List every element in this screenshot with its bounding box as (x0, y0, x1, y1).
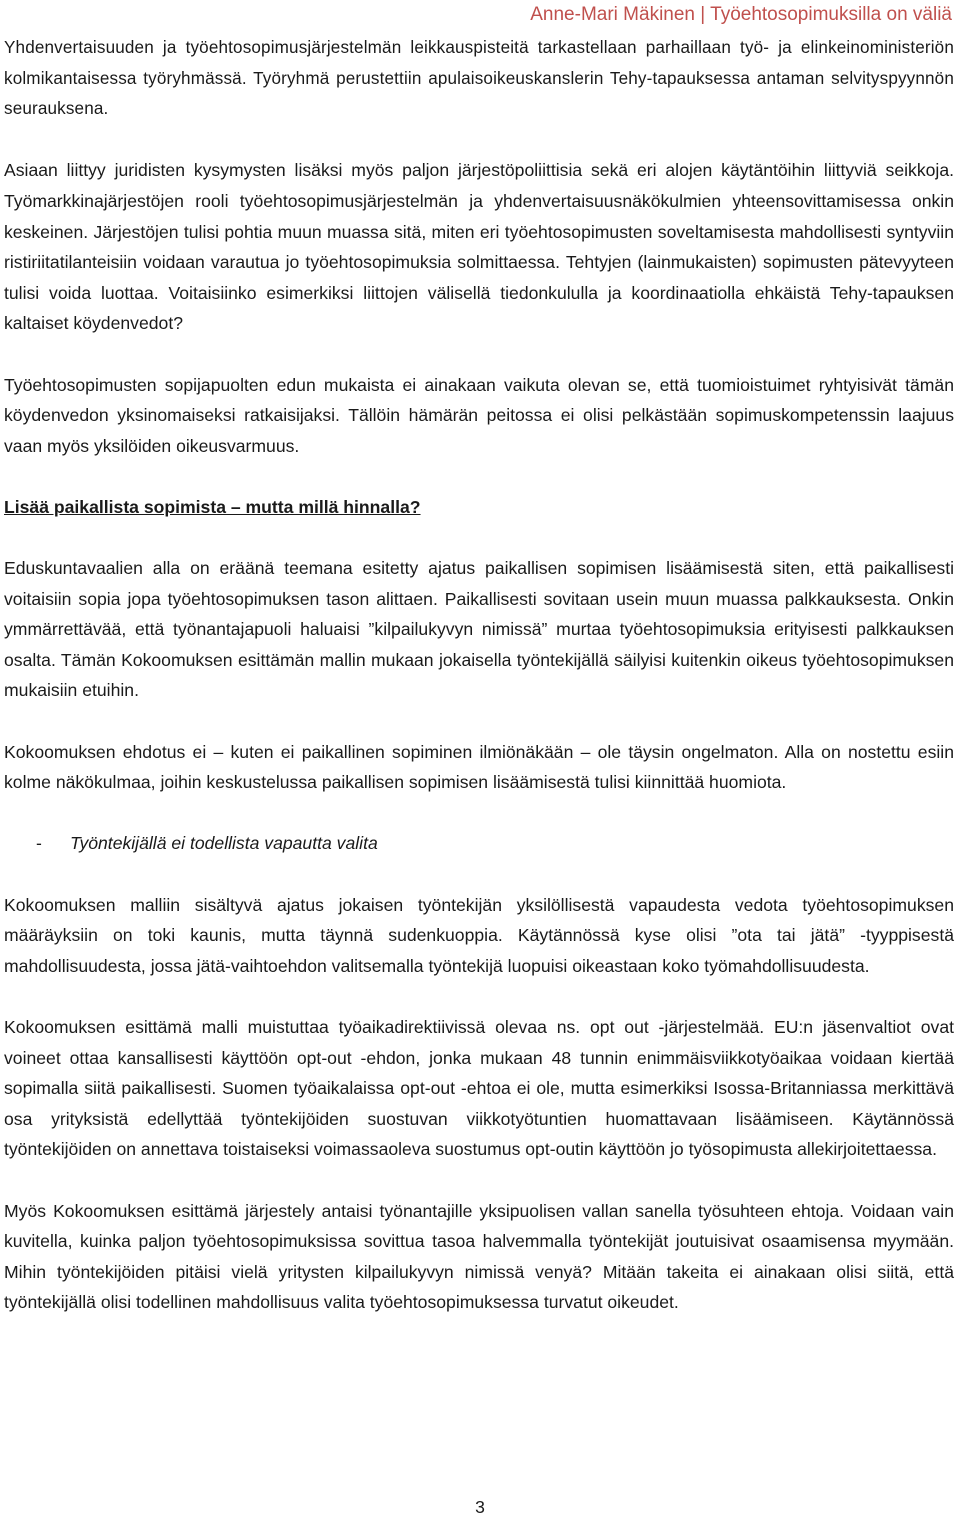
section-heading: Lisää paikallista sopimista – mutta millä hinnalla? (4, 496, 421, 517)
paragraph-4: Eduskuntavaalien alla on eräänä teemana esitetty ajatus paikallisen sopimisen lisäämisestä siten, että paikallisesti voitaisiin sopia jopa työehtosopimuksen tason alittaen. Paikallisesti sovitaan usein muun muassa palkkauksesta. Onkin ymmärrettävää, että työnantajapuoli haluaisi ”kilpailukyvyn nimissä” murtaa työehtosopimuksia erityisesti palkkauksen osalta. Tämän Kokoomuksen esittämän mallin mukaan jokaisella työntekijällä säilyisi kuitenkin oikeus työehtosopimuksen mukaisiin etuihin. (4, 558, 954, 701)
page-number: 3 (475, 1497, 485, 1517)
paragraph-1: Yhdenvertaisuuden ja työehtosopimusjärjestelmän leikkauspisteitä tarkastellaan parhaillaan työ- ja elinkeinoministeriön kolmikantaisessa työryhmässä. Työryhmä perustettiin apulaisoikeuskanslerin Tehy-tapauksessa antaman selvityspyynnön seurauksena. (4, 38, 954, 119)
document-body (4, 33, 954, 1318)
bullet-item (4, 828, 954, 859)
bullet-dash: - (36, 833, 42, 854)
running-header: Anne-Mari Mäkinen | Työehtosopimuksilla on väliä (530, 4, 952, 25)
paragraph-8: Myös Kokoomuksen esittämä järjestely antaisi työnantajille yksipuolisen vallan sanella työsuhteen ehtoja. Voidaan vain kuvitella, kuinka paljon työehtosopimuksissa sovittua tasoa halvemmalla työntekijät joutuisivat osaamisensa myymään. Mihin työntekijöiden pitäisi vielä yritysten kilpailukyvyn nimissä venyä? Mitään takeita ei ainakaan olisi siitä, että työntekijällä olisi todellinen mahdollisuus valita työehtosopimuksessa turvatut oikeudet. (4, 1200, 954, 1313)
paragraph-7: Kokoomuksen esittämä malli muistuttaa työaikadirektiivissä olevaa ns. opt out -järjestelmää. EU:n jäsenvaltiot ovat voineet ottaa kansallisesti käyttöön opt-out -ehdon, jonka mukaan 48 tunnin enimmäisviikkotyöaikaa voidaan kiertää sopimalla siitä paikallisesti. Suomen työaikalaissa opt-out -ehtoa ei ole, mutta esimerkiksi Isossa-Britanniassa merkittävä osa yrityksistä edellyttää työntekijöiden suostuvan viikkotyötuntien huomattavaan lisäämiseen. Käytännössä työntekijöiden on annettava toistaiseksi voimassaoleva suostumus opt-outin käyttöön jo työsopimusta allekirjoitettaessa. (4, 1017, 954, 1160)
paragraph-6: Kokoomuksen malliin sisältyvä ajatus jokaisen työntekijän yksilöllisestä vapaudesta vedota työehtosopimuksen määräyksiin on toki kaunis, mutta täynnä sudenkuoppia. Käytännössä kyse olisi ”ota tai jätä” -tyyppisestä mahdollisuudesta, jossa jätä-vaihtoehdon valitsemalla työntekijä luopuisi oikeastaan koko työmahdollisuudesta. (4, 894, 954, 976)
paragraph-5: Kokoomuksen ehdotus ei – kuten ei paikallinen sopiminen ilmiönäkään – ole täysin ongelmaton. Alla on nostettu esiin kolme näkökulmaa, joihin keskustelussa paikallisen sopimisen lisäämisestä tulisi kiinnittää huomiota. (4, 741, 954, 793)
paragraph-3: Työehtosopimusten sopijapuolten edun mukaista ei ainakaan vaikuta olevan se, että tuomioistuimet ryhtyisivät tämän köydenvedon yksinomaiseksi ratkaisijaksi. Tällöin hämärän peitossa ei olisi pelkästään sopimuskompetenssin laajuus vaan myös yksilöiden oikeusvarmuus. (4, 374, 954, 456)
paragraph-2: Asiaan liittyy juridisten kysymysten lisäksi myös paljon järjestöpoliittisia sekä eri alojen käytäntöihin liittyviä seikkoja. Työmarkkinajärjestöjen rooli työehtosopimusjärjestelmän ja yhdenvertaisuusnäkökulmien yhteensovittamisessa onkin keskeinen. Järjestöjen tulisi pohtia muun muassa sitä, miten eri työehtosopimusten soveltamisesta mahdollisesti syntyviin ristiriitatilanteisiin voidaan varautua jo työehtosopimuksia solmittaessa. Tehtyjen (lainmukaisten) sopimusten pätevyyteen tulisi voida luottaa. Voitaisiinko esimerkiksi liittojen välisellä tiedonkululla ja koordinaatiolla ehkäistä Tehy-tapauksen kaltaiset köydenvedot? (4, 160, 954, 334)
bullet-text: Työntekijällä ei todellista vapautta valita (70, 833, 378, 854)
